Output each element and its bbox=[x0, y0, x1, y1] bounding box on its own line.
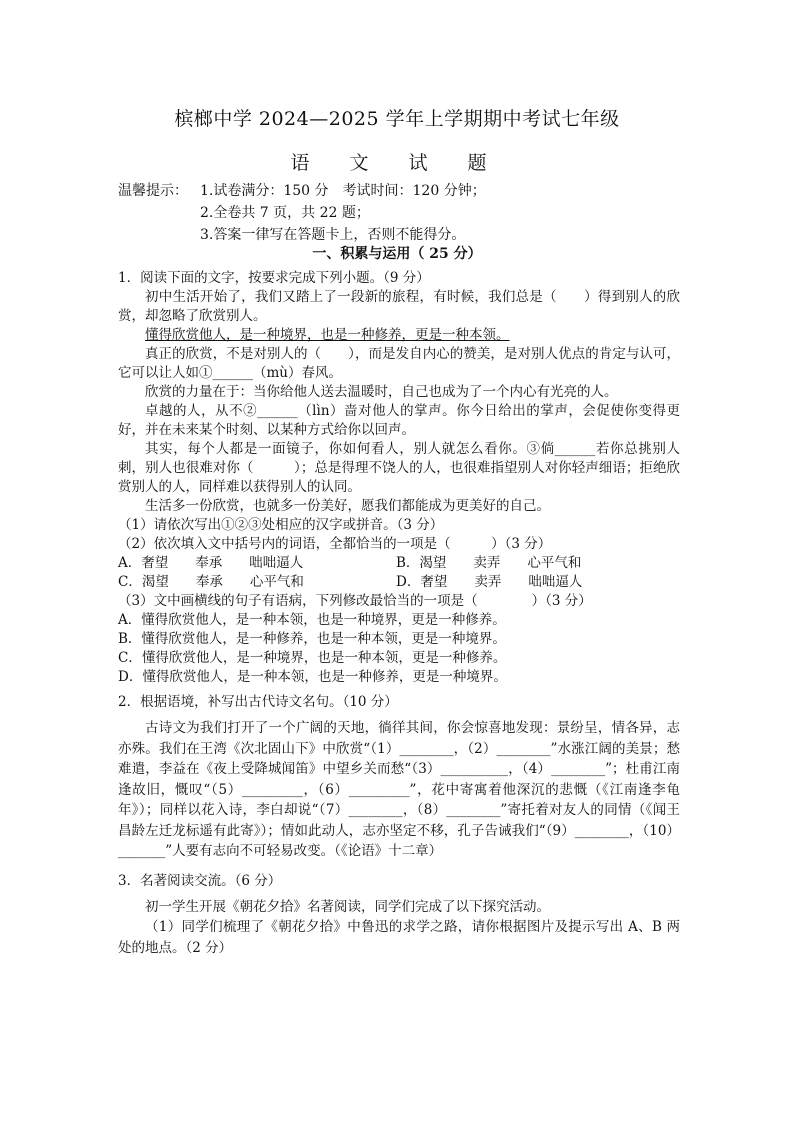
q1-underlined-sentence: 懂得欣赏他人，是一种境界，也是一种修养，更是一种本领。 bbox=[145, 327, 510, 343]
q1-paragraph-3: 真正的欣赏，不是对别人的（ ），而是发自内心的赞美，是对别人优点的肯定与认可，它可以让人如①______（mù）春风。 bbox=[118, 346, 680, 381]
question-1-stem: 1．阅读下面的文字，按要求完成下列小题。（9 分） bbox=[118, 270, 430, 286]
q1-sub2-options-row-1 bbox=[118, 554, 680, 573]
tip-item-1: 1.试卷满分：150 分 考试时间：120 分钟； bbox=[200, 183, 486, 199]
exam-subtitle: 语 文 试 题 bbox=[290, 152, 504, 174]
section-title: 一、积累与运用（ 25 分） bbox=[312, 246, 482, 262]
q1-sub1: （1）请依次写出①②③处相应的汉字或拼音。（3 分） bbox=[118, 517, 444, 533]
question-3-stem: 3．名著阅读交流。（6 分） bbox=[118, 872, 282, 889]
q3-sub1: （1）同学们梳理了《朝花夕拾》中鲁迅的求学之路，请你根据图片及提示写出 A、B 两处的地点。（2 分） bbox=[118, 919, 680, 956]
q1-paragraph-5: 卓越的人，从不②______（lìn）啬对他人的掌声。你今日给出的掌声，会促使你变得更好，并在未来某个时刻、以某种方式给你以回声。 bbox=[118, 403, 680, 438]
q1-paragraph-1: 初中生活开始了，我们又踏上了一段新的旅程，有时候，我们总是（ ）得到别人的欣赏，却忽略了欣赏别人。 bbox=[118, 289, 680, 324]
q1-sub2: （2）依次填入文中括号内的词语，全都恰当的一项是（ ）（3 分） bbox=[118, 536, 552, 552]
q1-sub3-option-b: B．懂得欣赏他人，是一种修养，也是一种本领，更是一种境界。 bbox=[118, 631, 506, 647]
tip-item-3: 3.答案一律写在答题卡上，否则不能得分。 bbox=[200, 227, 466, 243]
q1-sub3-option-d: D．懂得欣赏他人，是一种本领，也是一种修养，更是一种境界。 bbox=[118, 669, 507, 685]
q1-sub3-option-a: A．懂得欣赏他人，是一种本领，也是一种境界，更是一种修养。 bbox=[118, 612, 506, 628]
exam-content bbox=[118, 266, 680, 958]
tips-block bbox=[118, 180, 486, 246]
option-c: C．渴望 奉承 心平气和 bbox=[118, 574, 304, 590]
q1-paragraph-6: 其实，每个人都是一面镜子，你如何看人，别人就怎么看你。③倘______若你总挑别人刺，别人也很难对你（ ）；总是得理不饶人的人，也很难指望别人对你轻声细语；拒绝欣赏别人的人，同样难以获得别人的认同。 bbox=[118, 441, 680, 495]
tip-item-2: 2.全卷共 7 页，共 22 题； bbox=[200, 205, 370, 221]
q1-paragraph-4: 欣赏的力量在于：当你给他人送去温暖时，自己也成为了一个内心有光亮的人。 bbox=[145, 384, 618, 400]
q3-intro: 初一学生开展《朝花夕拾》名著阅读，同学们完成了以下探究活动。 bbox=[145, 898, 550, 915]
exam-title: 槟榔中学 2024—2025 学年上学期期中考试七年级 bbox=[174, 108, 620, 130]
tips-label: 温馨提示： bbox=[118, 183, 188, 199]
q2-paragraph: 古诗文为我们打开了一个广阔的天地，徜徉其间，你会惊喜地发现：景纷呈，情各异，志亦殊。我们在王湾《次北固山下》中欣赏“（1）________，（2）________”水涨江阔的美景；愁难遣，李益在《夜上受降城闻笛》中望乡关而愁“（3）__________，（4）________”；杜甫江南逢故旧，慨叹“（5）_________，（6）_________”，花中寄寓着他深沉的悲慨（《江南逢李龟年》）；同样以花入诗，李白却说“（7）________，（8）________”寄托着对友人的同情（《闻王昌龄左迁龙标遥有此寄》）；情如此动人，志亦坚定不移，孔子告诫我们“（9）________，（10）_______”人要有志向不可轻易改变。（《论语》十二章） bbox=[118, 720, 680, 859]
option-a: A．奢望 奉承 咄咄逼人 bbox=[118, 555, 304, 571]
q1-paragraph-7: 生活多一份欣赏，也就多一份美好，愿我们都能成为更美好的自己。 bbox=[145, 498, 550, 514]
q1-sub3: （3）文中画横线的句子有语病，下列修改最恰当的一项是（ ）（3 分） bbox=[118, 593, 592, 609]
question-2-stem: 2．根据语境，补写出古代诗文名句。（10 分） bbox=[118, 694, 398, 710]
option-b: B．渴望 卖弄 心平气和 bbox=[396, 555, 582, 571]
option-d: D．奢望 卖弄 咄咄逼人 bbox=[396, 574, 583, 590]
q1-sub3-option-c: C．懂得欣赏他人，是一种境界，也是一种本领，更是一种修养。 bbox=[118, 650, 507, 666]
q1-sub2-options-row-2 bbox=[118, 573, 680, 592]
